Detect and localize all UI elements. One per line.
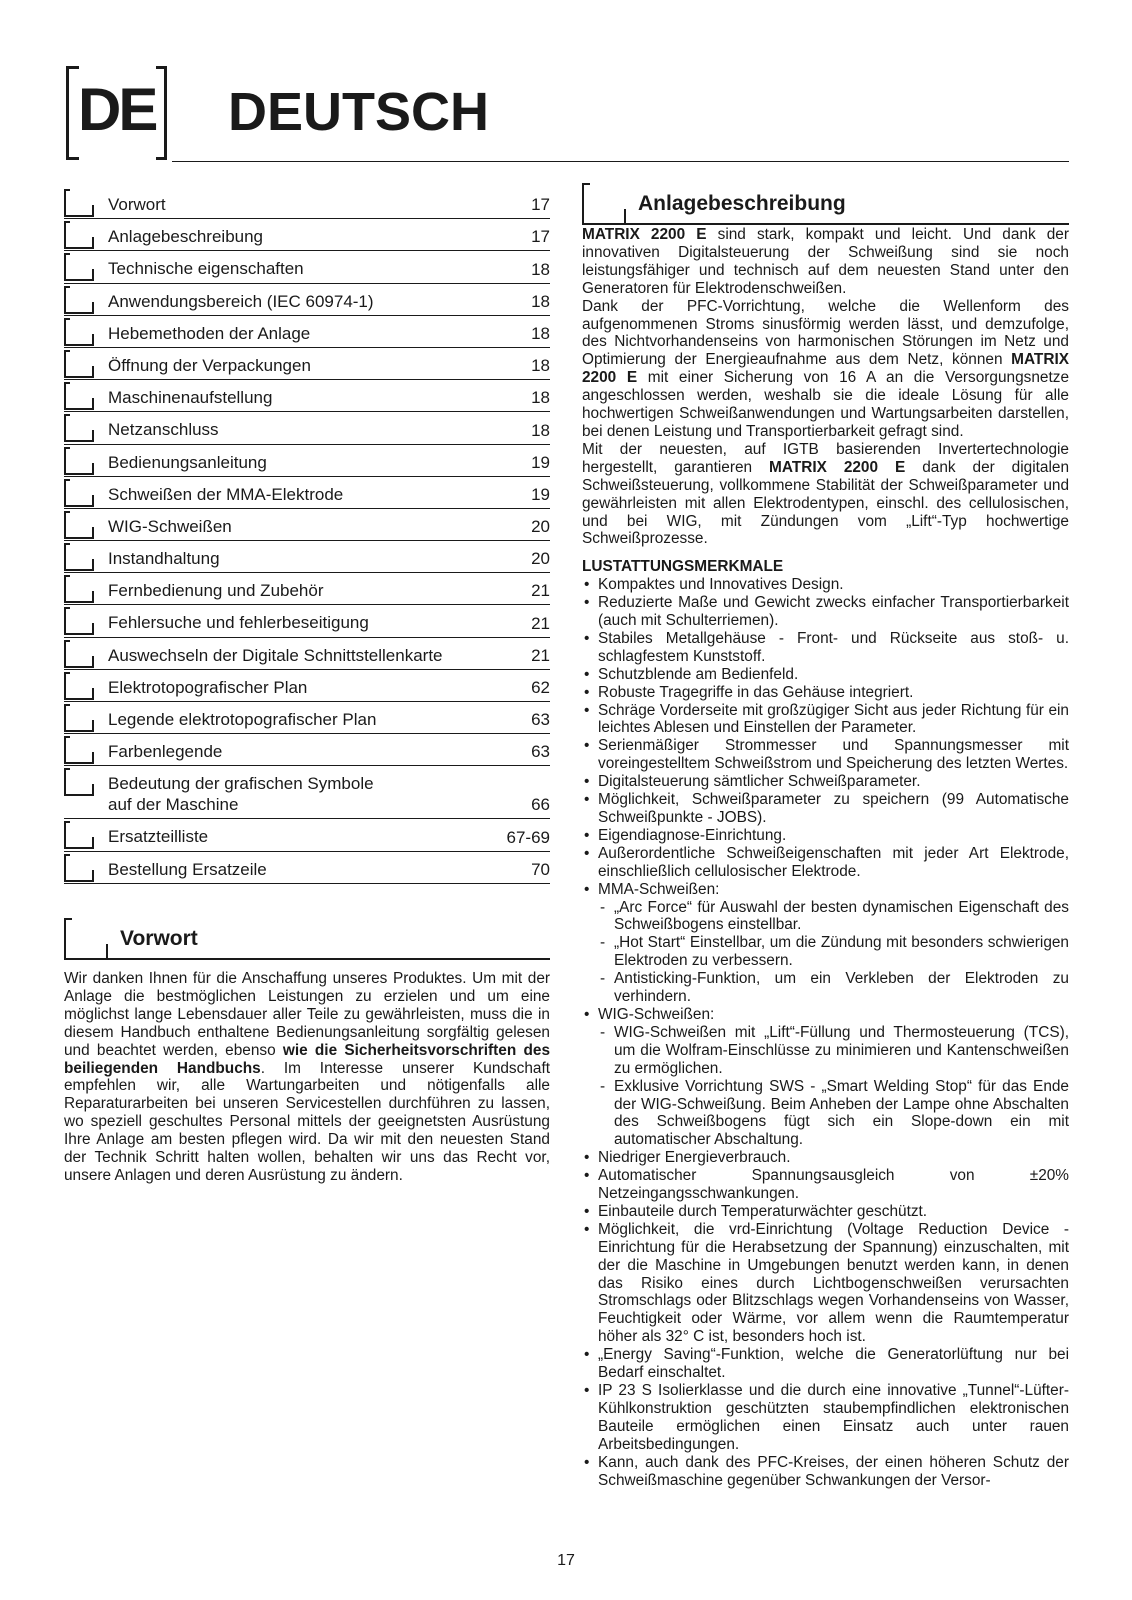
toc-row	[64, 605, 550, 637]
toc-page-number: 18	[531, 420, 550, 440]
toc-page-number: 17	[531, 227, 550, 247]
toc-page-number: 66	[531, 795, 550, 815]
section-header-anlagebeschreibung	[582, 183, 1069, 225]
list-item: • Schutzblende am Bedienfeld.	[582, 666, 1069, 684]
list-item: • Automatischer Spannungsausgleich von ±20% Netzeingangsschwankungen.	[582, 1167, 1069, 1203]
toc-row	[64, 316, 550, 348]
toc-row	[64, 670, 550, 702]
checkbox-icon	[64, 221, 94, 249]
toc-label: Instandhaltung	[108, 549, 220, 569]
paragraph: Dank der PFC-Vorrichtung, welche die Wellenform des aufgenommenen Stroms sinusförmig werden lässt, und demzufolge, des Nichtvorhandenseins von harmonischen Störungen im Netz und Optimierung der Energieaufnahme aus dem Netz, können MATRIX 2200 E mit einer Sicherung von 16 A an die Versorgungsnetze angeschlossen werden, weshalb sie die ideale Lösung für alle hochwertigen Schweißanwendungen und Wartungsarbeiten darstellen, bei denen Leistung und Transportierbarkeit gefragt sind.	[582, 297, 1070, 440]
toc-page-number: 20	[531, 549, 550, 569]
section-title: Anlagebeschreibung	[638, 192, 846, 215]
toc-page-number: 63	[531, 710, 550, 730]
checkbox-icon	[64, 543, 94, 571]
list-item: • Kompaktes und Innovatives Design.	[582, 576, 1069, 594]
feature-list	[582, 576, 1069, 1489]
checkbox-icon	[64, 382, 94, 410]
list-item: • Kann, auch dank des PFC-Kreises, der einen höheren Schutz der Schweißmaschine gegenüber Schwankungen der Versor-	[582, 1454, 1069, 1490]
checkbox-icon	[64, 821, 94, 849]
toc-label: Elektrotopografischer Plan	[108, 677, 308, 697]
section-title: Vorwort	[120, 927, 198, 950]
toc-label: Bedienungsanleitung	[108, 452, 267, 472]
sub-list-item: - Exklusive Vorrichtung SWS - „Smart Welding Stop“ für das Ende der WIG-Schweißung. Beim Anheben der Lampe ohne Abschalten des Schweißbogens fügt sich ein Slope-down ein mit automatischer Abschaltung.	[598, 1078, 1069, 1150]
features-heading: LUSTATTUNGSMERKMALE	[582, 558, 784, 576]
toc-row	[64, 187, 550, 219]
checkbox-icon	[64, 575, 94, 603]
box-bracket-right	[156, 66, 167, 160]
toc-label: Fehlersuche und fehlerbeseitigung	[108, 613, 369, 633]
vorwort-paragraph: Wir danken Ihnen für die Anschaffung unseres Produktes. Um mit der Anlage die bestmöglichen Leistungen zu erzielen und um eine möglichst lange Lebensdauer aller Teile zu gewährleisten, muss die in diesem Handbuch enthaltene Bedienungsanleitung sorgfältig gelesen und beachtet werden, ebenso wie die Sicherheitsvorschriften des beiliegenden Handbuchs. Im Interesse unserer Kundschaft empfehlen wir, alle Wartungarbeiten und nötigenfalls alle Reparaturarbeiten bei unseren Servicestellen durchführen zu lassen, wo speziell geschultes Personal mittels der geeignetsten Ausrüstung Ihre Anlage am besten pflegen wird. Da wir mit den neuesten Stand der Technik Schritt halten wollen, behalten wir uns das Recht vor, unsere Anlagen und deren Ausrüstung zu ändern.	[64, 970, 551, 1184]
toc-row	[64, 638, 550, 670]
list-item: • Einbauteile durch Temperaturwächter geschützt.	[582, 1203, 1069, 1221]
language-code: DE	[78, 76, 156, 143]
toc-row	[64, 445, 550, 477]
list-item: • MMA-Schweißen: - „Arc Force“ für Auswahl der besten dynamischen Eigenschaft des Schweißbogens einstellbar. - „Hot Start“ Einstellbar, um die Zündung mit besonders schwierigen Elektroden zu verbessern. - Antisticking-Funktion, um ein Verkleben der Elektroden zu verhindern.	[582, 881, 1069, 1006]
toc-label: Fernbedienung und Zubehör	[108, 581, 324, 601]
toc-page-number: 63	[531, 742, 550, 762]
toc-label: Legende elektrotopografischer Plan	[108, 710, 377, 729]
checkbox-icon	[64, 350, 94, 378]
toc-page-number: 18	[531, 259, 550, 279]
sub-list	[598, 1024, 1069, 1149]
toc-label: Schweißen der MMA-Elektrode	[108, 484, 344, 504]
toc-row	[64, 477, 550, 509]
section-rule	[626, 223, 1069, 225]
toc-row	[64, 819, 550, 851]
list-item: • Außerordentliche Schweißeigenschaften mit jeder Art Elektrode, einschließlich cellulosischer Elektrode.	[582, 845, 1069, 881]
list-item: • Stabiles Metallgehäuse - Front- und Rückseite aus stoß- u. schlagfestem Kunststoff.	[582, 630, 1069, 666]
sub-list-item: - WIG-Schweißen mit „Lift“-Füllung und Thermosteuerung (TCS), um die Wolfram-Einschlüsse zu minimieren und Kantenschweißen zu ermöglichen.	[598, 1024, 1069, 1078]
toc-row	[64, 219, 550, 251]
checkbox-icon	[64, 511, 94, 539]
toc-page-number: 18	[531, 291, 550, 311]
section-rule	[108, 958, 550, 960]
toc-page-number: 70	[531, 859, 550, 879]
toc-page-number: 17	[531, 195, 550, 215]
toc-row	[64, 541, 550, 573]
sub-list	[598, 899, 1069, 1006]
toc-label: Farbenlegende	[108, 742, 223, 762]
list-item: • Serienmäßiger Strommesser und Spannungsmesser mit voreingestelltem Schweißstrom und Speicherung des letzten Wertes.	[582, 737, 1069, 773]
checkbox-icon	[64, 768, 94, 796]
header-rule	[172, 161, 1069, 162]
checkbox-icon	[64, 672, 94, 700]
toc-row	[64, 573, 550, 605]
toc-row	[64, 348, 550, 380]
sub-list-item: - „Arc Force“ für Auswahl der besten dynamischen Eigenschaft des Schweißbogens einstellbar.	[598, 899, 1069, 935]
language-title: DEUTSCH	[228, 82, 490, 142]
toc-row	[64, 380, 550, 412]
toc-row	[64, 766, 550, 819]
toc-page-number: 67-69	[506, 827, 550, 847]
toc-page-number: 62	[531, 678, 550, 697]
toc-row	[64, 251, 550, 283]
checkbox-icon	[64, 640, 94, 668]
list-item: • „Energy Saving“-Funktion, welche die Generatorlüftung nur bei Bedarf einschaltet.	[582, 1346, 1069, 1382]
list-item: • WIG-Schweißen: - WIG-Schweißen mit „Lift“-Füllung und Thermosteuerung (TCS), um die Wolfram-Einschlüsse zu minimieren und Kantenschweißen zu ermöglichen. - Exklusive Vorrichtung SWS - „Smart Welding Stop“ für das Ende der WIG-Schweißung. Beim Anheben der Lampe ohne Abschalten des Schweißbogens fügt sich ein Slope-down ein mit automatischer Abschaltung.	[582, 1006, 1069, 1149]
checkbox-icon	[64, 854, 94, 882]
list-item: • Möglichkeit, Schweißparameter zu speichern (99 Automatische Schweißpunkte - JOBS).	[582, 791, 1069, 827]
list-item: • Reduzierte Maße und Gewicht zwecks einfacher Transportierbarkeit (auch mit Schulterriemen).	[582, 594, 1069, 630]
toc-page-number: 19	[531, 484, 550, 504]
toc-label: Ersatzteilliste	[108, 827, 209, 847]
checkbox-icon	[64, 414, 94, 442]
list-item: • Robuste Tragegriffe in das Gehäuse integriert.	[582, 684, 1069, 702]
toc-label: Auswechseln der Digitale Schnittstellenkarte	[108, 645, 443, 665]
checkbox-icon	[64, 607, 94, 635]
list-item: • Eigendiagnose-Einrichtung.	[582, 827, 1069, 845]
toc-label: Bedeutung der grafischen Symbole auf der Maschine	[108, 774, 374, 815]
checkbox-icon	[64, 253, 94, 281]
paragraph: Mit der neuesten, auf IGTB basierenden Invertertechnologie hergestellt, garantieren MATRIX 2200 E dank der digitalen Schweißsteuerung, vollkommene Stabilität der Schweißparameter und gewährleisten mit allen Elektrodentypen, einschl. des cellulosischen, und bei WIG, mit Zündungen vom „Lift“-Typ hochwertige Schweißprozesse.	[582, 440, 1070, 548]
toc-row	[64, 284, 550, 316]
list-item: • Digitalsteuerung sämtlicher Schweißparameter.	[582, 773, 1069, 791]
list-item: • Möglichkeit, die vrd-Einrichtung (Voltage Reduction Device - Einrichtung für die Herabsetzung der Spannung) einzuschalten, mit der die Maschine in Umgebungen benutzt werden kann, in denen das Risiko eines durch Lichtbogenschweißen verursachten Stromschlags oder Blitzschlags wegen Vorhandenseins von Wasser, Feuchtigkeit oder Wärme, vor allem wenn die Raumtemperatur höher als 32° C ist, besonders hoch ist.	[582, 1221, 1069, 1346]
toc-label: Anlagebeschreibung	[108, 227, 264, 247]
toc-page-number: 21	[531, 645, 550, 665]
toc-row	[64, 412, 550, 444]
checkbox-icon	[64, 736, 94, 764]
toc-label: Anwendungsbereich (IEC 60974-1)	[108, 291, 374, 311]
language-code-box	[66, 66, 166, 156]
toc-page-number: 18	[531, 323, 550, 343]
section-header-vorwort	[64, 918, 550, 960]
toc-label: Netzanschluss	[108, 420, 219, 440]
table-of-contents	[64, 187, 550, 884]
toc-page-number: 21	[531, 613, 550, 633]
sub-list-item: - „Hot Start“ Einstellbar, um die Zündung mit besonders schwierigen Elektroden zu verbessern.	[598, 934, 1069, 970]
toc-label: Vorwort	[108, 195, 166, 214]
toc-page-number: 21	[531, 581, 550, 601]
checkbox-icon	[64, 286, 94, 314]
toc-row	[64, 852, 550, 884]
sub-list-item: - Antisticking-Funktion, um ein Verkleben der Elektroden zu verhindern.	[598, 970, 1069, 1006]
checkbox-icon	[64, 447, 94, 475]
toc-label: Öffnung der Verpackungen	[108, 355, 311, 375]
anlagebeschreibung-body	[582, 226, 1069, 1489]
page-number: 17	[557, 1552, 575, 1569]
toc-label: Maschinenaufstellung	[108, 388, 273, 408]
list-item: • Niedriger Energieverbrauch.	[582, 1149, 1069, 1167]
checkbox-icon	[64, 704, 94, 732]
toc-label: Technische eigenschaften	[108, 259, 304, 279]
toc-page-number: 19	[531, 452, 550, 472]
checkbox-icon	[64, 479, 94, 507]
toc-label: Hebemethoden der Anlage	[108, 323, 311, 343]
toc-label: Bestellung Ersatzeile	[108, 859, 267, 879]
checkbox-icon	[64, 189, 94, 217]
list-item: • Schräge Vorderseite mit großzügiger Sicht aus jeder Richtung für ein leichtes Ablesen und Einstellen der Parameter.	[582, 702, 1069, 738]
toc-row	[64, 702, 550, 734]
paragraph: MATRIX 2200 E sind stark, kompakt und leicht. Und dank der innovativen Digitalsteuerung der Schweißung sind sie noch leistungsfähiger und technisch auf dem neuesten Stand unter den Generatoren für Elektrodenschweißen.	[582, 226, 1069, 297]
toc-page-number: 18	[531, 388, 550, 408]
toc-row	[64, 509, 550, 541]
toc-page-number: 20	[531, 517, 550, 537]
toc-label: WIG-Schweißen	[108, 516, 232, 536]
checkbox-icon	[64, 918, 108, 960]
checkbox-icon	[582, 183, 626, 225]
list-item: • IP 23 S Isolierklasse und die durch eine innovative „Tunnel“-Lüfter-Kühlkonstruktion geschützten staubempfindlichen elektronischen Bauteile ermöglichen einen Einsatz auch unter rauen Arbeitsbedingungen.	[582, 1382, 1069, 1454]
toc-page-number: 18	[531, 356, 550, 376]
toc-row	[64, 734, 550, 766]
checkbox-icon	[64, 318, 94, 346]
